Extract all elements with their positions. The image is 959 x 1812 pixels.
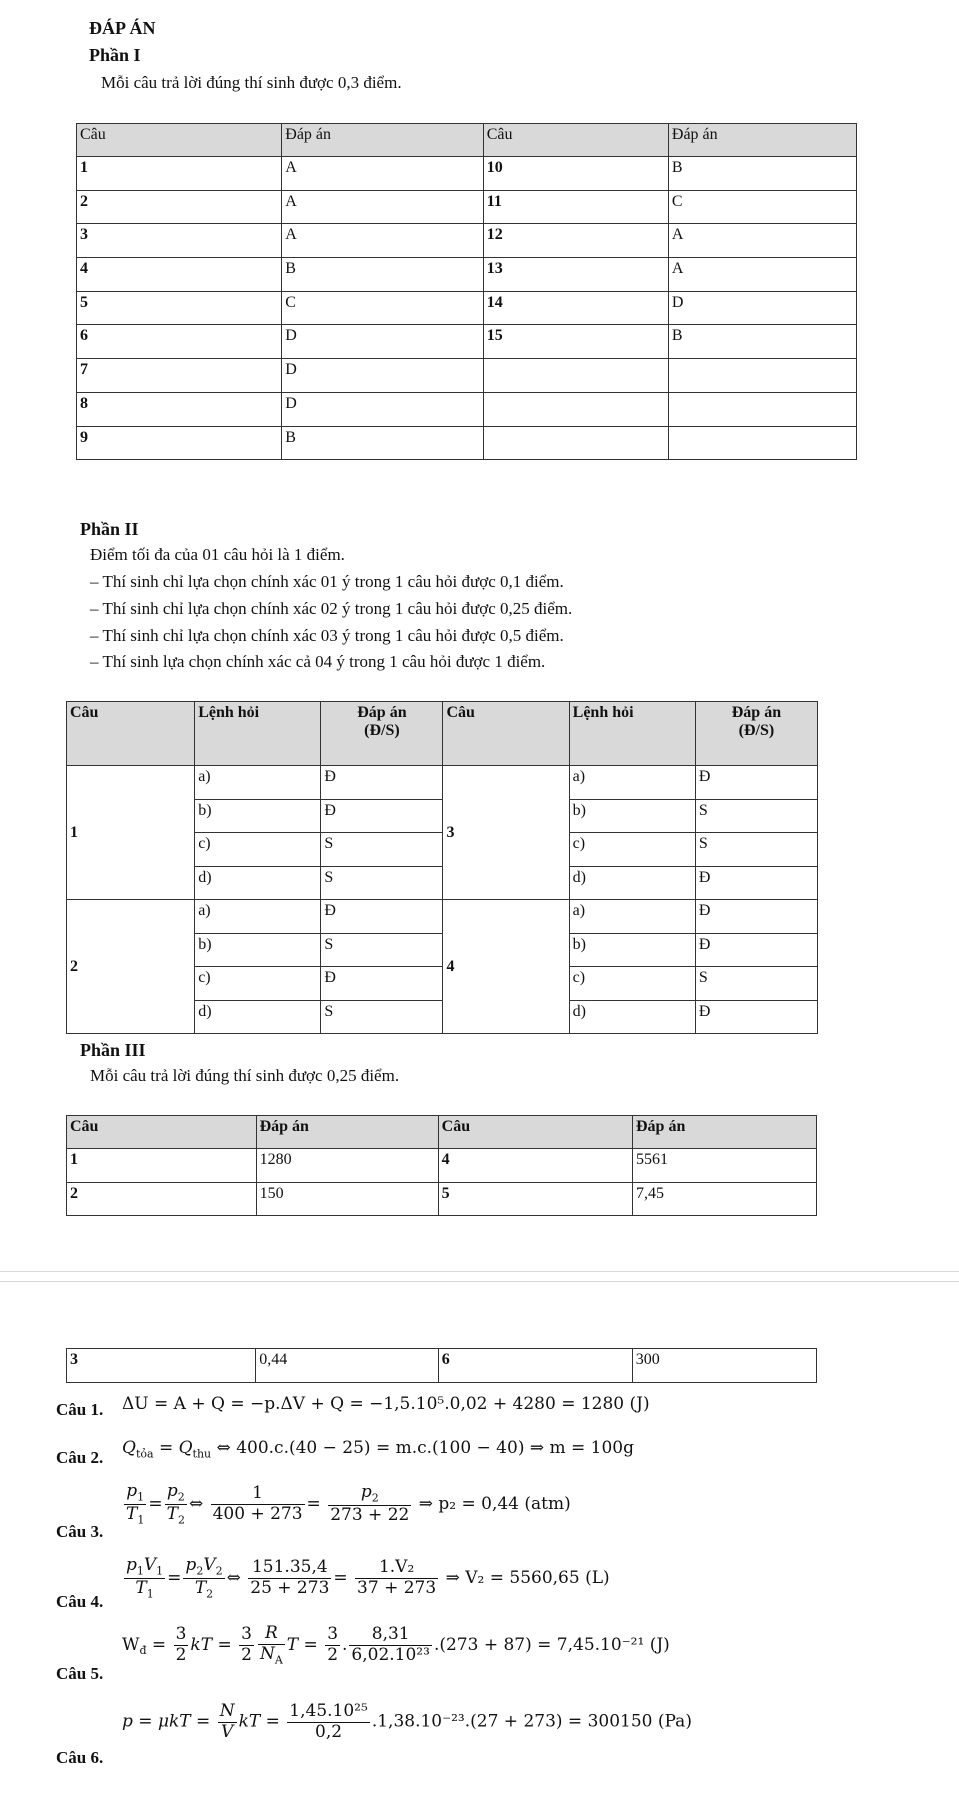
- s6-tail: .1,38.10⁻²³.(27 + 273) = 300150 (Pa): [371, 1711, 692, 1732]
- table-row: [77, 224, 857, 258]
- solution-1-formula: ΔU = A + Q = −p.ΔV + Q = −1,5.10⁵.0,02 + 4280 = 1280 (J): [122, 1394, 650, 1414]
- part2-rule-0: Điểm tối đa của 01 câu hỏi là 1 điểm.: [90, 545, 345, 564]
- table-cell: 7: [77, 359, 282, 393]
- s3-frac2-den: 273 + 22: [330, 1505, 410, 1526]
- table-cell: 5: [438, 1182, 632, 1216]
- header-cell: [321, 702, 443, 766]
- table-cell: C: [668, 190, 856, 224]
- table-cell: Đ: [321, 967, 443, 1001]
- part2-rule-1: – Thí sinh chỉ lựa chọn chính xác 01 ý trong 1 câu hỏi được 0,1 điểm.: [90, 572, 564, 591]
- page-break-line: [0, 1281, 959, 1282]
- table-row: [77, 325, 857, 359]
- table-cell: S: [321, 833, 443, 867]
- s6-den: 0,2: [315, 1721, 343, 1742]
- table-row: [77, 426, 857, 460]
- table-cell: 1: [67, 766, 195, 900]
- table-cell: [668, 359, 856, 393]
- table-cell: 6: [77, 325, 282, 359]
- solution-label-6: Câu 6.: [56, 1748, 104, 1767]
- table-cell: 1280: [256, 1149, 438, 1183]
- table-cell: 4: [443, 900, 569, 1034]
- page-break-line: [0, 1271, 959, 1272]
- table-cell: S: [695, 967, 817, 1001]
- table-header-row: [77, 124, 857, 157]
- table-cell: B: [282, 426, 483, 460]
- table-cell: 5561: [632, 1149, 816, 1183]
- header-cell: Đáp án: [632, 1116, 816, 1149]
- table-cell: Đ: [695, 933, 817, 967]
- header-cell: Câu: [67, 702, 195, 766]
- table-cell: Đ: [695, 866, 817, 900]
- s5-num: 8,31: [349, 1625, 432, 1646]
- header-cell: Câu: [483, 124, 668, 157]
- solution-label-5: Câu 5.: [56, 1664, 104, 1683]
- header-cell: Lệnh hỏi: [569, 702, 695, 766]
- table-cell: 14: [483, 291, 668, 325]
- table-cell: B: [282, 258, 483, 292]
- table-cell: 2: [77, 190, 282, 224]
- s5-tail: .(273 + 87) = 7,45.10⁻²¹ (J): [433, 1634, 670, 1655]
- table-cell: [668, 392, 856, 426]
- header-text: Đáp án: [357, 704, 407, 721]
- table-cell: d): [195, 866, 321, 900]
- table-cell: 2: [67, 1182, 257, 1216]
- table-row: [67, 1349, 817, 1383]
- table-cell: d): [195, 1000, 321, 1034]
- table-cell: Đ: [695, 766, 817, 800]
- table-cell: Đ: [321, 900, 443, 934]
- solution-3-formula: $\frac{p_1}{T_1}$ = $\frac{p_2}{T_2}$ ⇔ $\frac{1}{400 + 273}$ = $\frac{p_2}{273 + 22}$ ⇒ p₂ = 0,44 (atm): [126, 1481, 571, 1527]
- table-cell: D: [282, 392, 483, 426]
- part2-rule-2: – Thí sinh chỉ lựa chọn chính xác 02 ý trong 1 câu hỏi được 0,25 điểm.: [90, 599, 573, 618]
- header-subtext: (Đ/S): [738, 722, 775, 739]
- s6-num: 1,45.10²⁵: [289, 1701, 368, 1721]
- part3-heading: Phần III: [80, 1040, 146, 1060]
- table-row: [77, 157, 857, 191]
- solution-label-1: Câu 1.: [56, 1400, 104, 1419]
- table-cell: a): [195, 766, 321, 800]
- table-cell: 2: [67, 900, 195, 1034]
- table-row: [77, 392, 857, 426]
- table-cell: [483, 426, 668, 460]
- table-cell: A: [282, 224, 483, 258]
- table-cell: 150: [256, 1182, 438, 1216]
- table-cell: D: [282, 325, 483, 359]
- part2-table: [66, 701, 818, 1034]
- solution-label-2: Câu 2.: [56, 1448, 104, 1467]
- table-cell: S: [695, 799, 817, 833]
- table-cell: b): [569, 799, 695, 833]
- table-cell: 13: [483, 258, 668, 292]
- header-cell: Lệnh hỏi: [195, 702, 321, 766]
- table-cell: 1: [77, 157, 282, 191]
- table-cell: a): [195, 900, 321, 934]
- table-cell: Đ: [321, 766, 443, 800]
- part3-note: Mỗi câu trả lời đúng thí sinh được 0,25 điểm.: [90, 1066, 400, 1085]
- s3-result: ⇒ p₂ = 0,44 (atm): [418, 1494, 571, 1515]
- table-cell: Đ: [695, 900, 817, 934]
- part1-table: [76, 123, 857, 460]
- header-subtext: (Đ/S): [364, 722, 400, 739]
- table-cell: 15: [483, 325, 668, 359]
- table-cell: B: [668, 157, 856, 191]
- header-cell: [695, 702, 817, 766]
- table-cell: 3: [67, 1349, 256, 1383]
- header-cell: Câu: [443, 702, 569, 766]
- table-cell: S: [321, 866, 443, 900]
- table-cell: c): [569, 967, 695, 1001]
- table-cell: 11: [483, 190, 668, 224]
- table-cell: c): [569, 833, 695, 867]
- table-cell: d): [569, 1000, 695, 1034]
- table-cell: 1: [67, 1149, 257, 1183]
- table-cell: A: [282, 190, 483, 224]
- table-cell: A: [282, 157, 483, 191]
- table-cell: Đ: [321, 799, 443, 833]
- header-cell: Đáp án: [282, 124, 483, 157]
- table-cell: 300: [632, 1349, 816, 1383]
- s4-num2: 1.V₂: [355, 1558, 438, 1579]
- header-text: Đáp án: [731, 704, 782, 721]
- s3-frac1-num: 1: [211, 1484, 305, 1505]
- table-header-row: [67, 702, 818, 766]
- part3-table-continued: [66, 1348, 817, 1383]
- table-cell: S: [321, 1000, 443, 1034]
- answer-title: ĐÁP ÁN: [89, 18, 156, 38]
- table-cell: 9: [77, 426, 282, 460]
- table-cell: B: [668, 325, 856, 359]
- table-cell: b): [569, 933, 695, 967]
- solution-5-formula: $W_đ$ = $\frac{3}{2}$ kT = $\frac{3}{2}$ $\frac{R}{N_A}$ T = $\frac{3}{2}$ . $\frac{8,31}{\text{6,02.10²³}}$ .(273 + 87) = 7,45.10⁻²¹ (J): [122, 1623, 670, 1666]
- s4-den1: 25 + 273: [250, 1578, 330, 1599]
- part2-heading: Phần II: [80, 519, 139, 539]
- solution-label-4: Câu 4.: [56, 1592, 104, 1611]
- s3-frac1-den: 400 + 273: [212, 1504, 303, 1525]
- table-row: [67, 1149, 817, 1183]
- s4-den2: 37 + 273: [357, 1578, 437, 1599]
- table-cell: a): [569, 900, 695, 934]
- s5-den: 6,02.10²³: [351, 1644, 430, 1665]
- part2-rule-4: – Thí sinh lựa chọn chính xác cả 04 ý trong 1 câu hỏi được 1 điểm.: [90, 652, 546, 671]
- header-cell: Đáp án: [256, 1116, 438, 1149]
- table-header-row: [67, 1116, 817, 1149]
- header-cell: Câu: [77, 124, 282, 157]
- table-row: [77, 359, 857, 393]
- solution-label-3: Câu 3.: [56, 1522, 104, 1541]
- table-cell: 3: [77, 224, 282, 258]
- table-cell: 10: [483, 157, 668, 191]
- part2-rule-3: – Thí sinh chỉ lựa chọn chính xác 03 ý trong 1 câu hỏi được 0,5 điểm.: [90, 626, 564, 645]
- table-row: [77, 258, 857, 292]
- table-cell: d): [569, 866, 695, 900]
- table-cell: 3: [443, 766, 569, 900]
- header-cell: Câu: [438, 1116, 632, 1149]
- table-cell: 8: [77, 392, 282, 426]
- table-cell: 7,45: [632, 1182, 816, 1216]
- solution-4-formula: $\frac{p_1V_1}{T_1}$ = $\frac{p_2V_2}{T_2}$ ⇔ $\frac{151.35,4}{25 + 273}$ = $\frac{\text{1.V₂}}{37 + 273}$ ⇒ V₂ = 5560,65 (L): [126, 1555, 610, 1601]
- table-cell: b): [195, 933, 321, 967]
- table-cell: 12: [483, 224, 668, 258]
- table-cell: S: [695, 833, 817, 867]
- table-cell: 6: [438, 1349, 632, 1383]
- table-cell: C: [282, 291, 483, 325]
- table-cell: D: [282, 359, 483, 393]
- table-cell: c): [195, 833, 321, 867]
- table-cell: c): [195, 967, 321, 1001]
- table-cell: b): [195, 799, 321, 833]
- s4-result: ⇒ V₂ = 5560,65 (L): [445, 1568, 610, 1589]
- table-cell: 5: [77, 291, 282, 325]
- header-cell: Câu: [67, 1116, 257, 1149]
- solution-2-formula: $Q_{tỏa} = Q_{thu}$ ⇔ 400.c.(40 − 25) = m.c.(100 − 40) ⇒ m = 100g: [122, 1438, 635, 1461]
- solution-6-formula: p = μkT = $\frac{N}{V}$ kT = $\frac{\text{1,45.10²⁵}}{0,2}$ .1,38.10⁻²³.(27 + 273) = 300150 (Pa): [122, 1701, 692, 1742]
- table-row: [67, 1182, 817, 1216]
- table-cell: [483, 392, 668, 426]
- table-row: [77, 190, 857, 224]
- table-cell: D: [668, 291, 856, 325]
- table-cell: 4: [438, 1149, 632, 1183]
- table-cell: [668, 426, 856, 460]
- solution-2-rhs: ⇔ 400.c.(40 − 25) = m.c.(100 − 40) ⇒ m = 100g: [216, 1438, 635, 1458]
- table-cell: A: [668, 224, 856, 258]
- table-cell: A: [668, 258, 856, 292]
- table-row: [67, 900, 818, 934]
- header-cell: Đáp án: [668, 124, 856, 157]
- table-cell: a): [569, 766, 695, 800]
- part1-heading: Phần I: [89, 45, 141, 65]
- part1-note: Mỗi câu trả lời đúng thí sinh được 0,3 điểm.: [101, 73, 402, 92]
- table-cell: 0,44: [256, 1349, 438, 1383]
- part3-table: [66, 1115, 817, 1216]
- table-cell: [483, 359, 668, 393]
- s4-num1: 151.35,4: [248, 1558, 331, 1579]
- table-row: [67, 766, 818, 800]
- table-cell: Đ: [695, 1000, 817, 1034]
- table-cell: S: [321, 933, 443, 967]
- table-cell: 4: [77, 258, 282, 292]
- table-row: [77, 291, 857, 325]
